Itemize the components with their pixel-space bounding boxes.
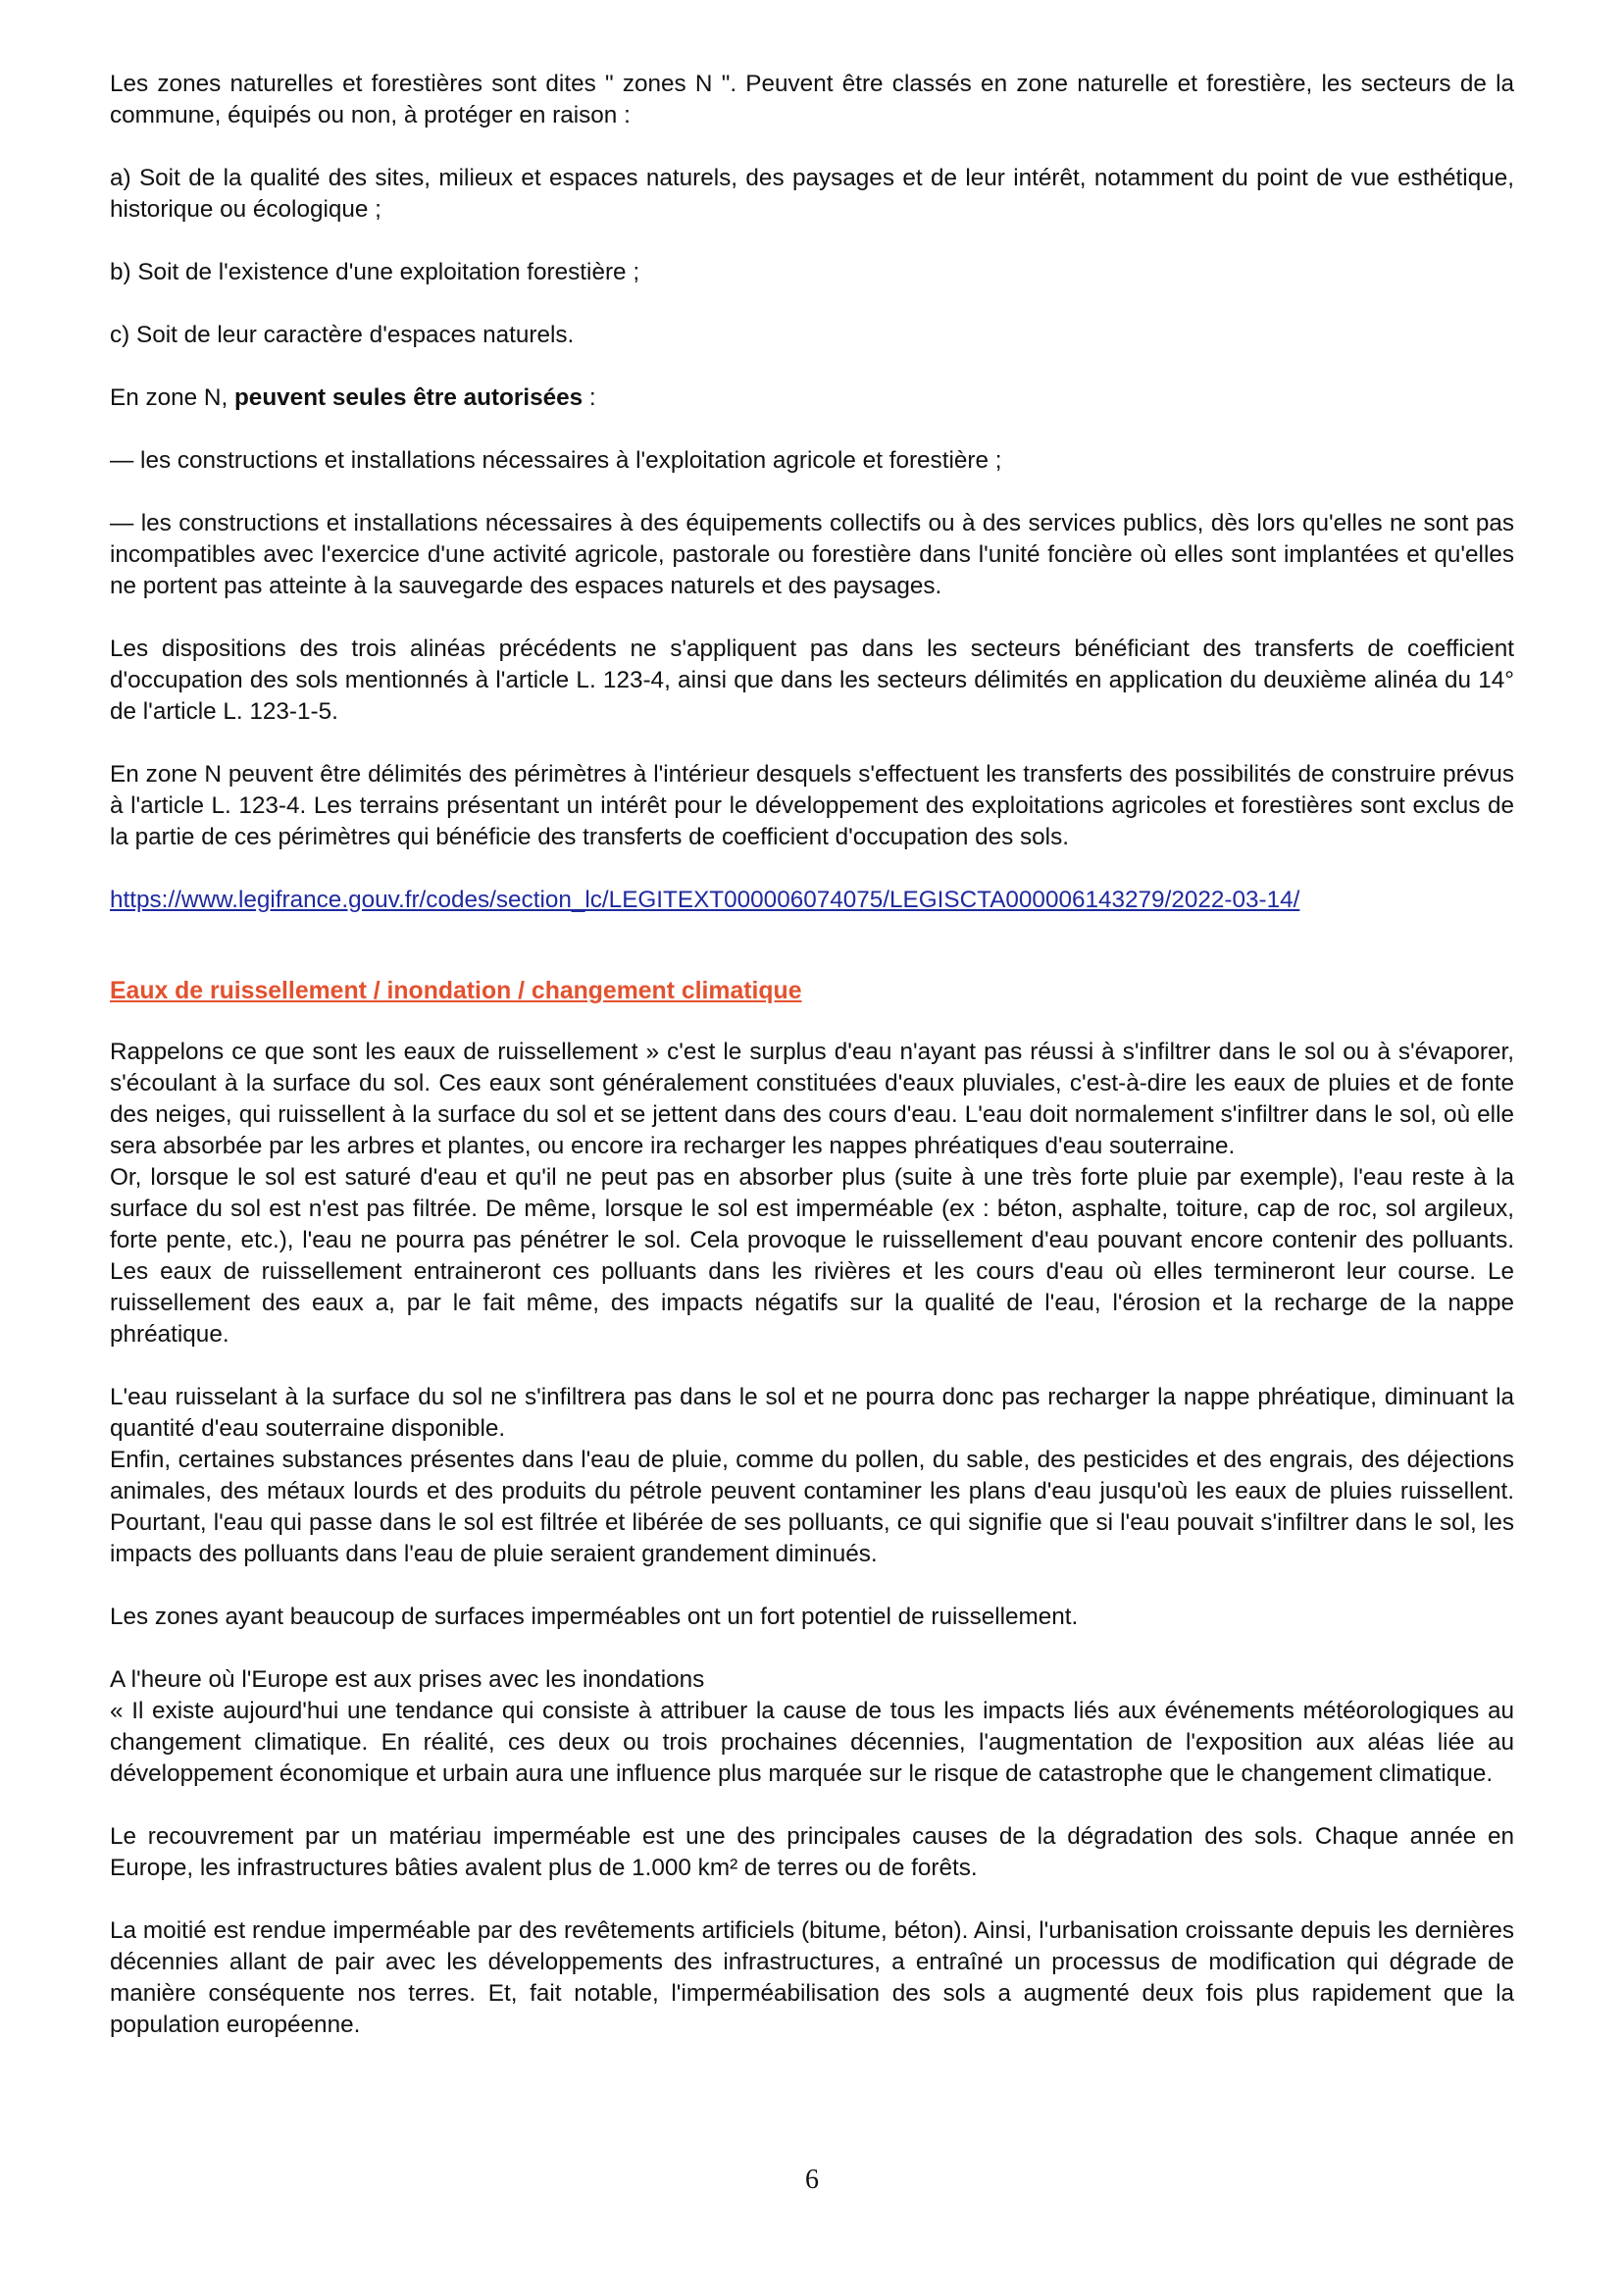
legifrance-link[interactable]: https://www.legifrance.gouv.fr/codes/section_lc/LEGITEXT000006074075/LEGISCTA000006143279/2022-03-14/ xyxy=(110,887,1300,913)
page-number: 6 xyxy=(805,2165,819,2195)
paragraph-dash-public-services: — les constructions et installations nécessaires à des équipements collectifs ou à des services publics, dès lors qu'elles ne sont pas incompatibles avec l'exercice d'une activité agricole, pastorale ou forestière dans l'unité foncière où elles sont implantées et qu'elles ne portent pas atteinte à la sauvegarde des espaces naturels et des paysages. xyxy=(110,510,1514,599)
paragraph-nappe-phreatique: L'eau ruisselant à la surface du sol ne s'infiltrera pas dans le sol et ne pourra donc pas recharger la nappe phréatique, diminuant la quantité d'eau souterraine disponible. xyxy=(110,1384,1514,1442)
paragraph-ruissellement-sol-sature: Or, lorsque le sol est saturé d'eau et qu'il ne peut pas en absorber plus (suite à une très forte pluie par exemple), l'eau reste à la surface du sol est n'est pas filtrée. De même, lorsque le sol est imperméable (ex : béton, asphalte, toiture, cap de roc, sol argileux, forte pente, etc.), l'eau ne pourra pas pénétrer le sol. Cela provoque le ruissellement d'eau pouvant encore contenir des polluants. Les eaux de ruissellement entraineront ces polluants dans les rivières et les cours d'eau où elles termineront leur course. Le ruissellement des eaux a, par le fait même, des impacts négatifs sur la qualité de l'eau, l'érosion et la recharge de la nappe phréatique. xyxy=(110,1164,1514,1348)
paragraph-moitie-impermeable: La moitié est rendue imperméable par des revêtements artificiels (bitume, béton). Ainsi, l'urbanisation croissante depuis les dernières décennies allant de pair avec les développements des infrastructures, a entraîné un processus de modification qui dégrade de manière conséquente nos terres. Et, fait notable, l'imperméabilisation des sols a augmenté deux fois plus rapidement que la population européenne. xyxy=(110,1917,1514,2038)
paragraph-europe-inondations: A l'heure où l'Europe est aux prises avec les inondations xyxy=(110,1666,705,1693)
paragraph-zone-n-authorized xyxy=(110,382,1514,414)
section-heading: Eaux de ruissellement / inondation / changement climatique xyxy=(110,978,802,1004)
paragraph-item-a: a) Soit de la qualité des sites, milieux et espaces naturels, des paysages et de leur intérêt, notamment du point de vue esthétique, historique ou écologique ; xyxy=(110,165,1514,223)
zone-n-bold-text: peuvent seules être autorisées xyxy=(233,384,584,411)
paragraph-substances-polluants: Enfin, certaines substances présentes dans l'eau de pluie, comme du pollen, du sable, des pesticides et des engrais, des déjections animales, des métaux lourds et des produits du pétrole peuvent contaminer les plans d'eau jusqu'où les eaux de pluies ruissellent. Pourtant, l'eau qui passe dans le sol est filtrée et libérée de ses polluants, ce qui signifie que si l'eau pouvait s'infiltrer dans le sol, les impacts des polluants dans l'eau de pluie seraient grandement diminués. xyxy=(110,1447,1514,1567)
paragraph-dispositions: Les dispositions des trois alinéas précédents ne s'appliquent pas dans les secteurs bénéficiant des transferts de coefficient d'occupation des sols mentionnés à l'article L. 123-4, ainsi que dans les secteurs délimités en application du deuxième alinéa du 14° de l'article L. 123-1-5. xyxy=(110,636,1514,725)
paragraph-recouvrement: Le recouvrement par un matériau imperméable est une des principales causes de la dégradation des sols. Chaque année en Europe, les infrastructures bâties avalent plus de 1.000 km² de terres ou de forêts. xyxy=(110,1823,1514,1881)
paragraph-changement-climatique-quote: « Il existe aujourd'hui une tendance qui consiste à attribuer la cause de tous les impacts liés aux événements météorologiques au changement climatique. En réalité, ces deux ou trois prochaines décennies, l'augmentation de l'exposition aux aléas liée au développement économique et urbain aura une influence plus marquée sur le risque de catastrophe que le changement climatique. xyxy=(110,1698,1514,1787)
zone-n-intro-text: En zone N, xyxy=(110,384,234,411)
paragraph-dash-agricultural: — les constructions et installations nécessaires à l'exploitation agricole et forestière ; xyxy=(110,447,1002,474)
paragraph-zones-n-definition: Les zones naturelles et forestières sont dites " zones N ". Peuvent être classés en zone naturelle et forestière, les secteurs de la commune, équipés ou non, à protéger en raison : xyxy=(110,71,1514,128)
paragraph-item-c: c) Soit de leur caractère d'espaces naturels. xyxy=(110,322,575,348)
paragraph-surfaces-impermeables: Les zones ayant beaucoup de surfaces imperméables ont un fort potentiel de ruissellement. xyxy=(110,1604,1079,1630)
paragraph-ruissellement-definition: Rappelons ce que sont les eaux de ruissellement » c'est le surplus d'eau n'ayant pas réussi à s'infiltrer dans le sol ou à s'évaporer, s'écoulant à la surface du sol. Ces eaux sont généralement constituées d'eaux pluviales, c'est-à-dire les eaux de pluies et de fonte des neiges, qui ruissellent à la surface du sol et se jettent dans des cours d'eau. L'eau doit normalement s'infiltrer dans le sol, où elle sera absorbée par les arbres et plantes, ou encore ira recharger les nappes phréatiques d'eau souterraine. xyxy=(110,1039,1514,1159)
paragraph-perimetres: En zone N peuvent être délimités des périmètres à l'intérieur desquels s'effectuent les transferts des possibilités de construire prévus à l'article L. 123-4. Les terrains présentant un intérêt pour le développement des exploitations agricoles et forestières sont exclus de la partie de ces périmètres qui bénéficie des transferts de coefficient d'occupation des sols. xyxy=(110,761,1514,850)
paragraph-item-b: b) Soit de l'existence d'une exploitation forestière ; xyxy=(110,259,640,285)
zone-n-end-text: : xyxy=(583,384,596,411)
